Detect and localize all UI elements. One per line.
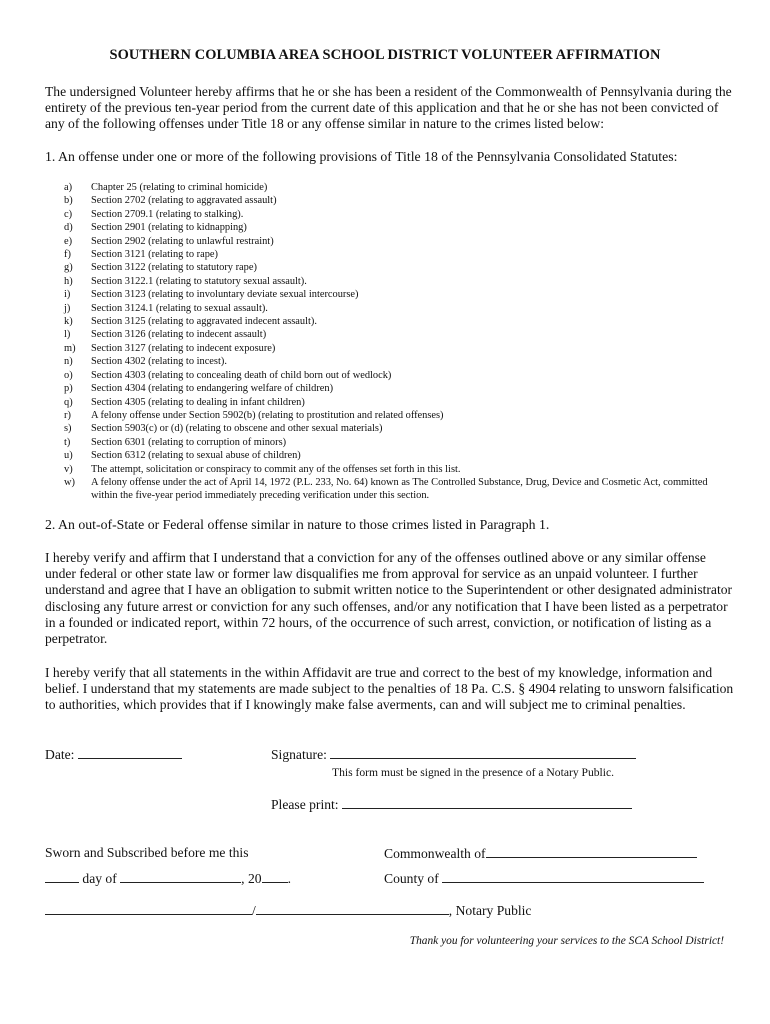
- notary-signature-field[interactable]: [45, 902, 252, 915]
- offense-text: Chapter 25 (relating to criminal homicide): [91, 182, 268, 193]
- offense-text: Section 3121 (relating to rape): [91, 249, 218, 261]
- notary-public-label: , Notary Public: [448, 903, 532, 918]
- print-row: [271, 796, 632, 813]
- offense-item: [64, 194, 734, 207]
- offense-letter: r): [64, 409, 71, 421]
- offense-letter: b): [64, 195, 73, 207]
- sworn-label: Sworn and Subscribed before me this: [45, 845, 249, 860]
- offense-letter: e): [64, 235, 73, 247]
- day-row: [45, 870, 291, 887]
- offense-letter: t): [64, 436, 71, 448]
- year-suffix: .: [287, 871, 291, 886]
- offense-item: [64, 248, 734, 261]
- offense-item: [64, 261, 734, 274]
- offense-item: [64, 463, 734, 476]
- offense-letter: l): [64, 329, 71, 341]
- county-row: [384, 870, 704, 887]
- verification-paragraph: I hereby verify and affirm that I understand that a conviction for any of the offenses outlined above or any similar offense under federal or other state law or former law disqualifies me from approval for service as an unpaid volunteer. I further understand and agree that I have an obligation to submit written notice to the Superintendent or other designated administrator disclosing any future arrest or conviction for any such offenses, and/or any notification that I have been listed as a perpetrator in a founded or indicated report, within 72 hours, of the occurrence of such arrest, conviction, or notification of listing as a perpetrator.: [45, 550, 733, 647]
- offense-letter: u): [64, 450, 73, 462]
- offense-text: Section 3126 (relating to indecent assault): [91, 329, 267, 341]
- offense-text: Section 3122 (relating to statutory rape): [91, 262, 257, 274]
- offense-text: Section 2901 (relating to kidnapping): [91, 222, 247, 234]
- offense-list: [64, 181, 734, 503]
- month-field[interactable]: [120, 870, 241, 883]
- year-prefix: , 20: [241, 871, 262, 886]
- offense-text: Section 6312 (relating to sexual abuse of children): [91, 450, 301, 462]
- signature-field[interactable]: [330, 746, 636, 759]
- offense-text: Section 5903(c) or (d) (relating to obscene and other sexual materials): [91, 423, 383, 435]
- offense-text: Section 4302 (relating to incest).: [91, 356, 227, 368]
- document-title: SOUTHERN COLUMBIA AREA SCHOOL DISTRICT VOLUNTEER AFFIRMATION: [109, 47, 661, 63]
- offense-item: [64, 328, 734, 341]
- date-label: Date:: [45, 747, 75, 762]
- print-name-field[interactable]: [342, 796, 632, 809]
- offense-letter: w): [64, 476, 75, 488]
- offense-letter: j): [64, 302, 71, 314]
- county-label: County of: [384, 871, 439, 886]
- section-2-heading: 2. An out-of-State or Federal offense similar in nature to those crimes listed in Paragraph 1.: [45, 517, 550, 532]
- offense-letter: h): [64, 275, 73, 287]
- commonwealth-row: [384, 845, 697, 862]
- offense-item: [64, 302, 734, 315]
- notary-note: This form must be signed in the presence of a Notary Public.: [332, 766, 615, 779]
- offense-item: [64, 315, 734, 328]
- offense-letter: v): [64, 463, 73, 475]
- year-field[interactable]: [262, 870, 288, 883]
- day-field[interactable]: [45, 870, 79, 883]
- offense-text: Section 2902 (relating to unlawful restraint): [91, 235, 274, 247]
- offense-letter: k): [64, 316, 73, 328]
- offense-item: [64, 208, 734, 221]
- date-field[interactable]: [78, 746, 182, 759]
- offense-item: [64, 422, 734, 435]
- offense-item: [64, 449, 734, 462]
- offense-text: Section 2709.1 (relating to stalking).: [91, 208, 244, 220]
- offense-letter: a): [64, 182, 73, 193]
- offense-text: The attempt, solicitation or conspiracy to commit any of the offenses set forth in this list.: [91, 463, 461, 475]
- offense-item: [64, 369, 734, 382]
- offense-item: [64, 382, 734, 395]
- offense-text: Section 3125 (relating to aggravated indecent assault).: [91, 316, 317, 328]
- offense-letter: g): [64, 262, 73, 274]
- offense-item: [64, 476, 734, 503]
- offense-letter: p): [64, 383, 73, 395]
- offense-text: Section 3127 (relating to indecent exposure): [91, 342, 276, 354]
- signature-label: Signature:: [271, 747, 327, 762]
- notary-slash: /: [252, 903, 256, 918]
- commonwealth-field[interactable]: [486, 845, 697, 858]
- offense-item: [64, 436, 734, 449]
- signature-row: [271, 746, 636, 763]
- commonwealth-label: Commonwealth of: [384, 846, 486, 861]
- offense-item: [64, 221, 734, 234]
- offense-text: Section 4303 (relating to concealing death of child born out of wedlock): [91, 369, 392, 381]
- offense-item: [64, 288, 734, 301]
- offense-item: [64, 181, 734, 194]
- date-row: [45, 746, 182, 763]
- print-label: Please print:: [271, 797, 339, 812]
- thank-you-note: Thank you for volunteering your services to the SCA School District!: [409, 935, 724, 947]
- offense-item: [64, 396, 734, 409]
- offense-text: Section 6301 (relating to corruption of minors): [91, 436, 287, 448]
- offense-text: Section 3123 (relating to involuntary deviate sexual intercourse): [91, 289, 359, 301]
- offense-letter: s): [64, 423, 72, 435]
- offense-letter: i): [64, 289, 71, 301]
- offense-text: Section 4304 (relating to endangering welfare of children): [91, 383, 334, 395]
- notary-name-field[interactable]: [256, 902, 449, 915]
- offense-letter: f): [64, 249, 71, 261]
- offense-letter: q): [64, 396, 73, 408]
- offense-letter: m): [64, 342, 76, 354]
- intro-paragraph: The undersigned Volunteer hereby affirms that he or she has been a resident of the Commonwealth of Pennsylvania during the entirety of the previous ten-year period from the current date of this application and that he or she has not been convicted of any of the following offenses under Title 18 or any offense similar in nature to the crimes listed below:: [45, 84, 732, 132]
- offense-item: [64, 342, 734, 355]
- offense-item: [64, 355, 734, 368]
- offense-item: [64, 409, 734, 422]
- offense-text: A felony offense under Section 5902(b) (relating to prostitution and related offenses): [91, 409, 444, 421]
- notary-row: [45, 902, 531, 919]
- day-of-label: day of: [82, 871, 117, 886]
- offense-text: Section 2702 (relating to aggravated assault): [91, 195, 277, 207]
- offense-letter: c): [64, 208, 73, 220]
- offense-letter: n): [64, 356, 73, 368]
- offense-text: Section 3124.1 (relating to sexual assault).: [91, 302, 268, 314]
- offense-text: A felony offense under the act of April 14, 1972 (P.L. 233, No. 64) known as The Controlled Substance, Drug, Device and Cosmetic Act, committed within the five-year period immediately preceding verification under this section.: [91, 476, 708, 502]
- section-1-heading: 1. An offense under one or more of the following provisions of Title 18 of the Pennsylvania Consolidated Statutes:: [45, 149, 678, 164]
- offense-text: Section 3122.1 (relating to statutory sexual assault).: [91, 275, 307, 287]
- affidavit-paragraph: I hereby verify that all statements in the within Affidavit are true and correct to the best of my knowledge, information and belief. I understand that my statements are made subject to the penalties of 18 Pa. C.S. § 4904 relating to unsworn falsification to authorities, which provides that if I knowingly make false averments, can and will subject me to criminal penalties.: [45, 665, 734, 713]
- offense-letter: o): [64, 369, 73, 381]
- offense-letter: d): [64, 222, 73, 234]
- offense-text: Section 4305 (relating to dealing in infant children): [91, 396, 305, 408]
- offense-item: [64, 275, 734, 288]
- offense-item: [64, 235, 734, 248]
- county-field[interactable]: [442, 870, 704, 883]
